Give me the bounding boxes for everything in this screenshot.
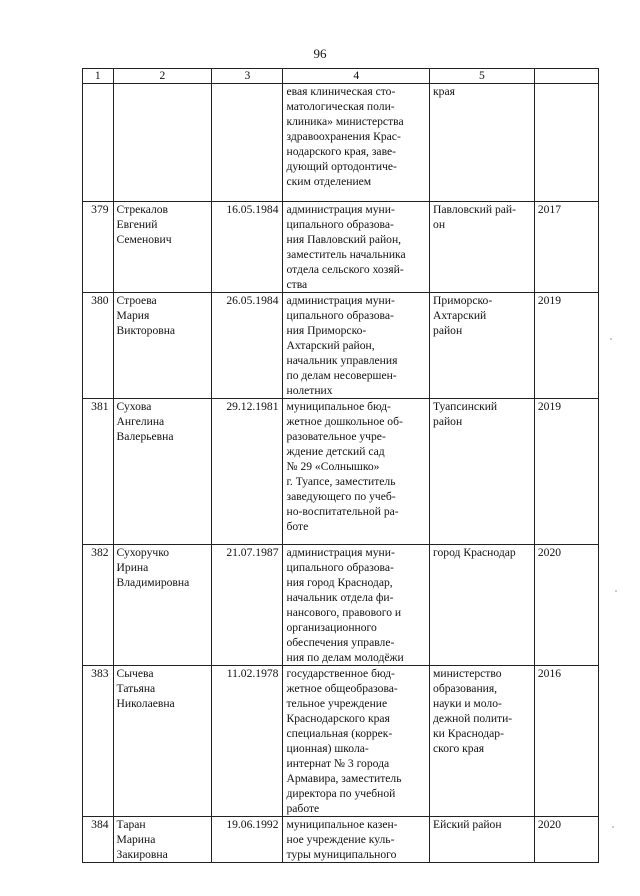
birth-date-cell: 11.02.1978: [212, 666, 283, 817]
birth-date-cell: 29.12.1981: [212, 399, 283, 545]
table-row: [83, 817, 599, 863]
year-cell: 2020: [534, 545, 598, 666]
column-header-5: 5: [430, 69, 535, 84]
row-number-cell: 381: [83, 399, 114, 545]
row-number-cell: 384: [83, 817, 114, 863]
full-name-cell: Таран Марина Закировна: [113, 817, 212, 863]
full-name-cell: [113, 84, 212, 202]
full-name-cell: Сухоручко Ирина Владимировна: [113, 545, 212, 666]
column-header-4: 4: [283, 69, 430, 84]
year-cell: [534, 84, 598, 202]
region-cell: Туапсинский район: [430, 399, 535, 545]
row-number-cell: [83, 84, 114, 202]
organization-position-cell: евая клиническая сто- матологическая поли- клиника» министерства здравоохранения Крас- нодарского края, заве- дующий ортодонтиче- ским отделением: [283, 84, 430, 202]
full-name-cell: Стрекалов Евгений Семенович: [113, 202, 212, 293]
year-cell: 2020: [534, 817, 598, 863]
header-row: [83, 69, 599, 84]
year-cell: 2019: [534, 293, 598, 399]
region-cell: Павловский рай- он: [430, 202, 535, 293]
year-cell: 2016: [534, 666, 598, 817]
page-number: 96: [313, 46, 327, 61]
table-row: [83, 293, 599, 399]
table-row: [83, 84, 599, 202]
scan-speck: [615, 590, 617, 592]
column-header-1: 1: [83, 69, 114, 84]
region-cell: Ейский район: [430, 817, 535, 863]
scan-speck: [612, 826, 614, 828]
column-header-2: 2: [113, 69, 212, 84]
organization-position-cell: муниципальное бюд- жетное дошкольное об- разовательное учре- ждение детский сад № 29 «Солнышко» г. Туапсе, заместитель заведующего по учеб- но-воспитательной ра- боте: [283, 399, 430, 545]
organization-position-cell: государственное бюд- жетное общеобразова- тельное учреждение Краснодарского края специальная (коррек- ционная) школа- интернат № 3 города Армавира, заместитель директора по учебной работе: [283, 666, 430, 817]
year-cell: 2019: [534, 399, 598, 545]
column-header-3: 3: [212, 69, 283, 84]
region-cell: город Краснодар: [430, 545, 535, 666]
region-cell: Приморско- Ахтарский район: [430, 293, 535, 399]
full-name-cell: Сычева Татьяна Николаевна: [113, 666, 212, 817]
region-cell: края: [430, 84, 535, 202]
region-cell: министерство образования, науки и моло- дежной полити- ки Краснодар- ского края: [430, 666, 535, 817]
organization-position-cell: администрация муни- ципального образова- ния Павловский район, заместитель начальника отдела сельского хозяй- ства: [283, 202, 430, 293]
birth-date-cell: 16.05.1984: [212, 202, 283, 293]
table-row: [83, 202, 599, 293]
table-row: [83, 545, 599, 666]
year-cell: 2017: [534, 202, 598, 293]
organization-position-cell: администрация муни- ципального образова- ния город Краснодар, начальник отдела фи- нансового, правового и организационного обеспечения управле- ния по делам молодёжи: [283, 545, 430, 666]
birth-date-cell: 19.06.1992: [212, 817, 283, 863]
birth-date-cell: 21.07.1987: [212, 545, 283, 666]
table-row: [83, 399, 599, 545]
scan-speck: [610, 338, 612, 340]
row-number-cell: 382: [83, 545, 114, 666]
row-number-cell: 380: [83, 293, 114, 399]
row-number-cell: 379: [83, 202, 114, 293]
full-name-cell: Сухова Ангелина Валерьевна: [113, 399, 212, 545]
birth-date-cell: [212, 84, 283, 202]
row-number-cell: 383: [83, 666, 114, 817]
personnel-table: [82, 68, 599, 863]
birth-date-cell: 26.05.1984: [212, 293, 283, 399]
table-row: [83, 666, 599, 817]
column-header-6: [534, 69, 598, 84]
organization-position-cell: муниципальное казен- ное учреждение куль- туры муниципального: [283, 817, 430, 863]
full-name-cell: Строева Мария Викторовна: [113, 293, 212, 399]
organization-position-cell: администрация муни- ципального образова- ния Приморско- Ахтарский район, начальник управления по делам несовершен- нолетних: [283, 293, 430, 399]
